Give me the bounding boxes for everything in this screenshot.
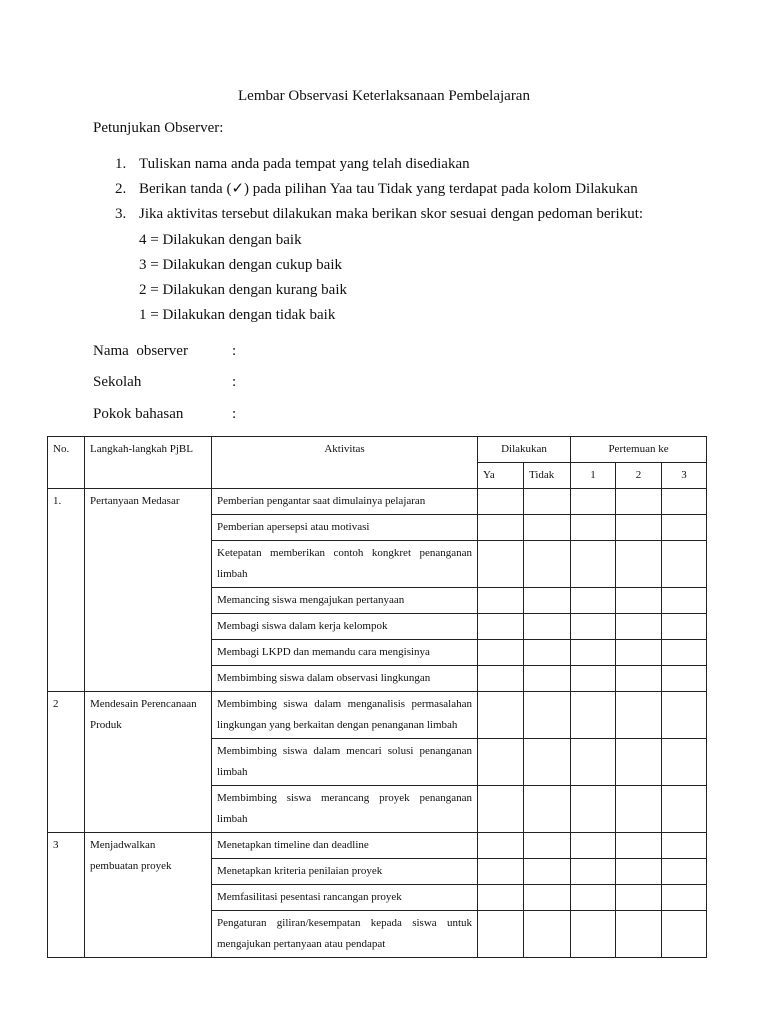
tidak-checkbox-cell[interactable] [524, 911, 571, 958]
tidak-checkbox-cell[interactable] [524, 666, 571, 692]
instruction-item [115, 178, 643, 203]
row-number: 2 [48, 692, 85, 833]
scale-item: 4 = Dilakukan dengan baik [139, 232, 302, 248]
activity-text: Memancing siswa mengajukan pertanyaan [212, 588, 478, 614]
meeting-2-score-cell[interactable] [616, 739, 662, 786]
meeting-2-score-cell[interactable] [616, 786, 662, 833]
row-number: 1. [48, 489, 85, 692]
meeting-1-score-cell[interactable] [571, 489, 616, 515]
meeting-3-score-cell[interactable] [662, 786, 707, 833]
ya-checkbox-cell[interactable] [478, 692, 524, 739]
tidak-checkbox-cell[interactable] [524, 786, 571, 833]
activity-text: Ketepatan memberikan contoh kongkret penanganan limbah [212, 541, 478, 588]
tidak-checkbox-cell[interactable] [524, 614, 571, 640]
activity-text: Pengaturan giliran/kesempatan kepada siswa untuk mengajukan pertanyaan atau pendapat [212, 911, 478, 958]
document-title: Lembar Observasi Keterlaksanaan Pembelajaran [238, 88, 530, 104]
tidak-checkbox-cell[interactable] [524, 489, 571, 515]
tidak-checkbox-cell[interactable] [524, 739, 571, 786]
header-ya: Ya [478, 463, 524, 489]
instruction-text: Tuliskan nama anda pada tempat yang telah disediakan [139, 156, 470, 172]
tidak-checkbox-cell[interactable] [524, 515, 571, 541]
activity-text: Menetapkan timeline dan deadline [212, 833, 478, 859]
meeting-1-score-cell[interactable] [571, 833, 616, 859]
instruction-number: 1. [115, 156, 127, 172]
ya-checkbox-cell[interactable] [478, 859, 524, 885]
meeting-3-score-cell[interactable] [662, 692, 707, 739]
ya-checkbox-cell[interactable] [478, 885, 524, 911]
meeting-2-score-cell[interactable] [616, 885, 662, 911]
meeting-1-score-cell[interactable] [571, 692, 616, 739]
instructions-list [115, 153, 643, 228]
meta-school[interactable] [93, 374, 236, 391]
header-meeting-2: 2 [616, 463, 662, 489]
header-meeting: Pertemuan ke [571, 437, 707, 463]
ya-checkbox-cell[interactable] [478, 640, 524, 666]
meeting-2-score-cell[interactable] [616, 515, 662, 541]
ya-checkbox-cell[interactable] [478, 666, 524, 692]
meeting-2-score-cell[interactable] [616, 588, 662, 614]
meeting-2-score-cell[interactable] [616, 911, 662, 958]
table-row [48, 692, 707, 739]
observation-table [47, 436, 707, 958]
scale-item: 2 = Dilakukan dengan kurang baik [139, 282, 347, 298]
meeting-1-score-cell[interactable] [571, 588, 616, 614]
scale-item: 3 = Dilakukan dengan cukup baik [139, 257, 342, 273]
meeting-2-score-cell[interactable] [616, 489, 662, 515]
meta-label: Sekolah [93, 374, 142, 390]
header-meeting-1: 1 [571, 463, 616, 489]
tidak-checkbox-cell[interactable] [524, 541, 571, 588]
table-row [48, 833, 707, 859]
activity-text: Pemberian apersepsi atau motivasi [212, 515, 478, 541]
meeting-1-score-cell[interactable] [571, 640, 616, 666]
header-done: Dilakukan [478, 437, 571, 463]
meeting-3-score-cell[interactable] [662, 833, 707, 859]
meeting-3-score-cell[interactable] [662, 666, 707, 692]
ya-checkbox-cell[interactable] [478, 515, 524, 541]
activity-text: Menetapkan kriteria penilaian proyek [212, 859, 478, 885]
meta-separator: : [232, 406, 237, 422]
meeting-3-score-cell[interactable] [662, 859, 707, 885]
meeting-2-score-cell[interactable] [616, 640, 662, 666]
meeting-3-score-cell[interactable] [662, 739, 707, 786]
ya-checkbox-cell[interactable] [478, 588, 524, 614]
score-scale [139, 229, 347, 329]
step-name: Mendesain Perencanaan Produk [85, 692, 212, 833]
row-number: 3 [48, 833, 85, 958]
meta-label: Pokok bahasan [93, 406, 184, 422]
header-meeting-3: 3 [662, 463, 707, 489]
meeting-3-score-cell[interactable] [662, 489, 707, 515]
ya-checkbox-cell[interactable] [478, 739, 524, 786]
meta-observer-name[interactable] [93, 343, 236, 360]
instruction-text: Berikan tanda (✓) pada pilihan Yaa tau Tidak yang terdapat pada kolom Dilakukan [139, 181, 638, 197]
activity-text: Membimbing siswa merancang proyek penanganan limbah [212, 786, 478, 833]
header-no: No. [48, 437, 85, 489]
meta-separator: : [232, 374, 237, 390]
meeting-1-score-cell[interactable] [571, 515, 616, 541]
meeting-3-score-cell[interactable] [662, 614, 707, 640]
activity-text: Memfasilitasi pesentasi rancangan proyek [212, 885, 478, 911]
header-step: Langkah-langkah PjBL [85, 437, 212, 489]
meeting-2-score-cell[interactable] [616, 541, 662, 588]
meeting-1-score-cell[interactable] [571, 739, 616, 786]
meeting-2-score-cell[interactable] [616, 833, 662, 859]
ya-checkbox-cell[interactable] [478, 489, 524, 515]
meeting-1-score-cell[interactable] [571, 859, 616, 885]
scale-item: 1 = Dilakukan dengan tidak baik [139, 307, 336, 323]
instruction-text: Jika aktivitas tersebut dilakukan maka berikan skor sesuai dengan pedoman berikut: [139, 206, 644, 222]
header-tidak: Tidak [524, 463, 571, 489]
activity-text: Membimbing siswa dalam observasi lingkungan [212, 666, 478, 692]
ya-checkbox-cell[interactable] [478, 833, 524, 859]
instruction-number: 2. [115, 181, 127, 197]
meeting-1-score-cell[interactable] [571, 666, 616, 692]
meeting-1-score-cell[interactable] [571, 911, 616, 958]
meta-separator: : [232, 343, 237, 359]
tidak-checkbox-cell[interactable] [524, 640, 571, 666]
activity-text: Pemberian pengantar saat dimulainya pelajaran [212, 489, 478, 515]
meeting-3-score-cell[interactable] [662, 911, 707, 958]
meeting-3-score-cell[interactable] [662, 885, 707, 911]
activity-text: Membimbing siswa dalam mencari solusi penanganan limbah [212, 739, 478, 786]
meta-label: Nama observer [93, 343, 188, 359]
meeting-2-score-cell[interactable] [616, 614, 662, 640]
meeting-2-score-cell[interactable] [616, 859, 662, 885]
ya-checkbox-cell[interactable] [478, 786, 524, 833]
tidak-checkbox-cell[interactable] [524, 859, 571, 885]
instruction-item [115, 153, 643, 178]
ya-checkbox-cell[interactable] [478, 614, 524, 640]
meeting-3-score-cell[interactable] [662, 588, 707, 614]
tidak-checkbox-cell[interactable] [524, 692, 571, 739]
table-row [48, 489, 707, 515]
meeting-3-score-cell[interactable] [662, 640, 707, 666]
meeting-1-score-cell[interactable] [571, 614, 616, 640]
tidak-checkbox-cell[interactable] [524, 833, 571, 859]
ya-checkbox-cell[interactable] [478, 911, 524, 958]
instruction-item [115, 203, 643, 228]
step-name: Pertanyaan Medasar [85, 489, 212, 692]
step-name: Menjadwalkan pembuatan proyek [85, 833, 212, 958]
instructions-heading: Petunjukan Observer: [93, 120, 224, 136]
meeting-3-score-cell[interactable] [662, 515, 707, 541]
meeting-2-score-cell[interactable] [616, 692, 662, 739]
meeting-1-score-cell[interactable] [571, 786, 616, 833]
activity-text: Membagi LKPD dan memandu cara mengisinya [212, 640, 478, 666]
header-activity: Aktivitas [212, 437, 478, 489]
meeting-1-score-cell[interactable] [571, 541, 616, 588]
instruction-number: 3. [115, 206, 127, 222]
activity-text: Membimbing siswa dalam menganalisis permasalahan lingkungan yang berkaitan dengan penanganan limbah [212, 692, 478, 739]
table-body [48, 489, 707, 958]
activity-text: Membagi siswa dalam kerja kelompok [212, 614, 478, 640]
meeting-2-score-cell[interactable] [616, 666, 662, 692]
tidak-checkbox-cell[interactable] [524, 885, 571, 911]
ya-checkbox-cell[interactable] [478, 541, 524, 588]
meeting-3-score-cell[interactable] [662, 541, 707, 588]
tidak-checkbox-cell[interactable] [524, 588, 571, 614]
meta-topic[interactable] [93, 406, 236, 423]
meeting-1-score-cell[interactable] [571, 885, 616, 911]
